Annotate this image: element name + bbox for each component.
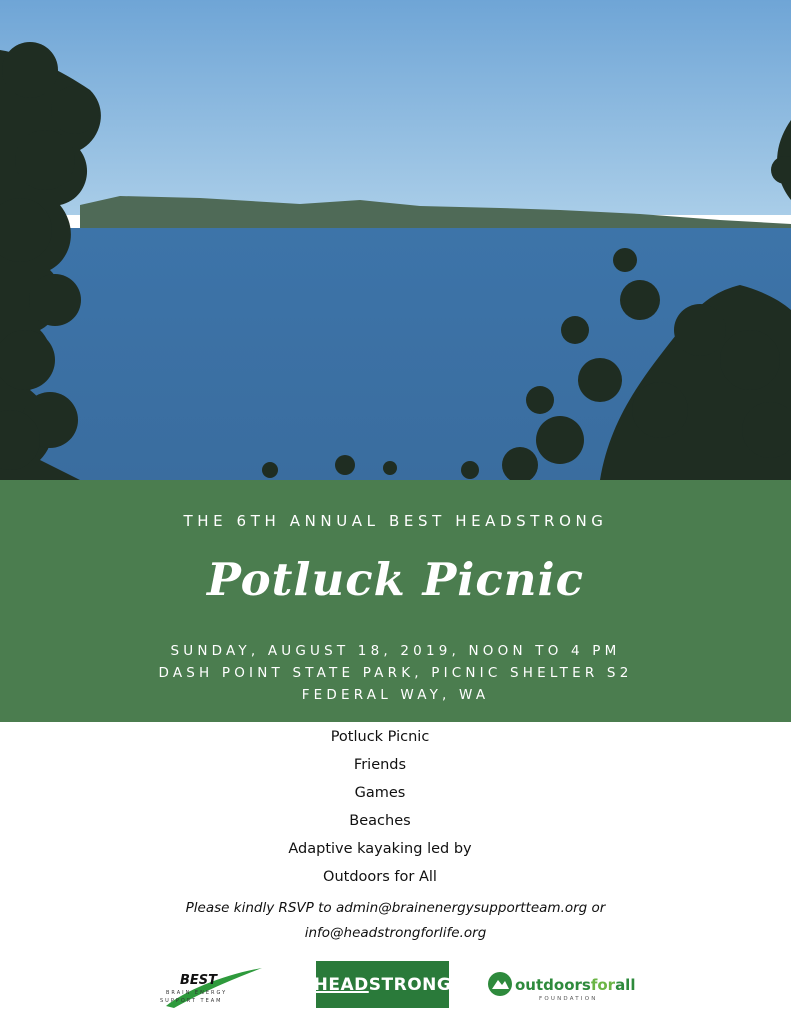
header-photo (0, 0, 791, 480)
headstrong-logo (313, 961, 452, 1008)
list-item: Friends (353, 757, 407, 773)
best-logo-name: BEST (180, 973, 218, 988)
outdoors-logo-tagline: FOUNDATION (539, 996, 598, 1002)
list-item: Adaptive kayaking led by (288, 841, 472, 857)
list-item: Games (354, 785, 406, 801)
outdoors-for-all-logo (487, 968, 647, 1008)
event-location: DASH POINT STATE PARK, PICNIC SHELTER S2 (158, 665, 633, 681)
event-subtitle: THE 6TH ANNUAL BEST HEADSTRONG (183, 512, 608, 530)
event-city: FEDERAL WAY, WA (301, 687, 490, 703)
event-date-time: SUNDAY, AUGUST 18, 2019, NOON TO 4 PM (170, 643, 621, 659)
event-details (0, 640, 791, 706)
headstrong-logo-strong: STRONG (368, 974, 452, 995)
outdoors-logo-name-1: outdoors (515, 976, 591, 994)
list-item: Potluck Picnic (330, 729, 430, 745)
list-item: Beaches (349, 813, 411, 829)
svg-text:outdoorsforall (515, 976, 635, 994)
event-banner (0, 480, 791, 722)
rsvp-line-2: info@headstrongforlife.org (304, 925, 487, 941)
headstrong-logo-head: HEAD (313, 974, 369, 995)
list-item: Outdoors for All (323, 869, 437, 885)
best-logo-tagline-2: SUPPORT TEAM (160, 998, 223, 1004)
rsvp-line-1: Please kindly RSVP to admin@brainenergysupportteam.org or (185, 900, 606, 916)
sponsor-logos (0, 958, 791, 1014)
best-logo (156, 960, 266, 1010)
outdoors-logo-name-2: for (590, 976, 616, 994)
outdoors-logo-name-3: all (615, 976, 636, 994)
activities-list (0, 723, 760, 891)
rsvp-note (0, 896, 791, 946)
best-logo-tagline-1: BRAIN ENERGY (166, 990, 228, 996)
event-title: Potluck Picnic (206, 553, 585, 606)
lake-landscape-image (0, 0, 791, 480)
